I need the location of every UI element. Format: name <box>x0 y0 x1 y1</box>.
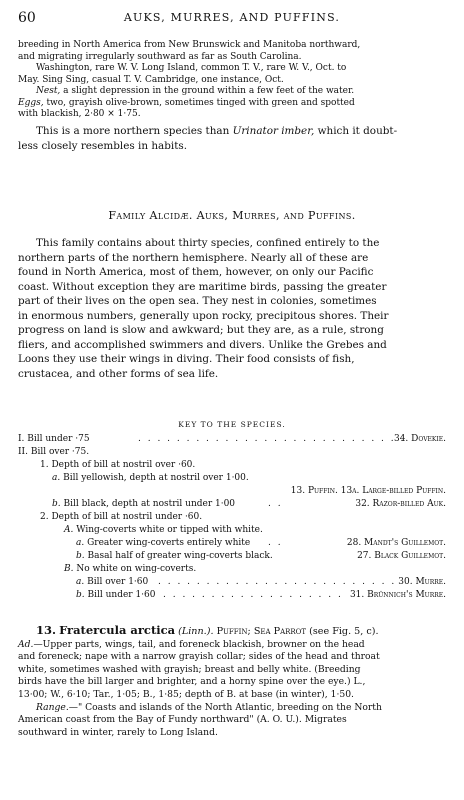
key-letter: a. <box>76 538 85 548</box>
key-row <box>76 550 273 562</box>
key-result: 30. Murre. <box>398 577 446 587</box>
running-title: AUKS, MURRES, AND PUFFINS. <box>123 11 341 24</box>
key-row <box>64 563 196 575</box>
text-line: with blackish, 2·80 × 1·75. <box>18 109 141 119</box>
key-text: No white on wing-coverts. <box>73 564 197 574</box>
species-key <box>18 433 446 613</box>
species-number: 13. <box>36 623 57 637</box>
running-header <box>18 10 446 26</box>
key-result: 27. Black Guillemot. <box>357 551 446 561</box>
adult-label: Ad. <box>18 638 34 650</box>
note-pre: This is a more northern species than <box>36 125 233 137</box>
leader-dots: . . <box>268 538 283 548</box>
distribution-block <box>18 40 446 121</box>
key-letter: a. <box>76 577 85 587</box>
species-author: (Linn.). <box>175 626 214 637</box>
key-letter: b. <box>76 551 85 561</box>
key-result-large-billed-puffin: 13a. Large-billed Puffin. <box>337 486 446 496</box>
family-description <box>18 236 446 381</box>
description-line: birds have the bill larger and brighter, and a horny spine over the eye.) L., <box>18 676 366 688</box>
key-letter: b. <box>52 499 61 509</box>
leader-dots: . . . . . . . . . . . . . . . . . . . <box>163 590 343 600</box>
eggs-text: two, grayish olive-brown, sometimes tinged with green and spotted <box>43 97 355 108</box>
species-note <box>18 124 446 153</box>
key-row <box>18 433 90 445</box>
key-letter: b. <box>76 590 85 600</box>
key-result: 34. Dovekie. <box>393 434 446 444</box>
nest-line <box>18 86 446 98</box>
text-line: found in North America, most of them, however, on only our Pacific <box>18 266 374 278</box>
note-species: Urinator imber, <box>232 125 315 137</box>
text-line: crustacea, and other forms of sea life. <box>18 367 219 380</box>
range-line: American coast from the Bay of Fundy northward" (A. O. U.). Migrates <box>18 714 347 726</box>
eggs-line <box>18 98 446 110</box>
leader-dots: . . . . . . . . . . . . . . . . . . . . . . . . . <box>158 577 397 587</box>
key-row <box>40 511 202 523</box>
text-line: in enormous numbers, generally upon rocky, precipitous shores. Their <box>18 309 389 322</box>
description-text: —Upper parts, wings, tail, and foreneck blackish, browner on the head <box>33 638 365 650</box>
species-name: Fratercula arctica <box>59 623 176 637</box>
key-letter: B. <box>64 564 74 574</box>
range-line <box>18 702 446 715</box>
species-heading <box>18 624 446 639</box>
leader-dots: . . <box>268 499 283 509</box>
key-row <box>52 498 235 510</box>
note-line: less closely resembles in habits. <box>18 139 188 152</box>
key-result: 31. Brünnich's Murre. <box>349 590 446 600</box>
text-line: May. Sing Sing, casual T. V. Cambridge, one instance, Oct. <box>18 74 284 85</box>
key-row <box>40 459 195 471</box>
key-letter: A. <box>64 525 74 535</box>
key-text: Bill under 1·60 <box>84 590 156 600</box>
key-row <box>52 472 249 484</box>
key-text: Bill yellowish, depth at nostril over 1·00. <box>60 473 249 483</box>
range-text: —" Coasts and islands of the North Atlantic, breeding on the North <box>68 701 382 713</box>
page-number: 60 <box>18 10 36 26</box>
key-title: KEY TO THE SPECIES. <box>178 420 286 429</box>
text-line: coast. Without exception they are maritime birds, passing the greater <box>18 280 387 293</box>
text-line: northern parts of the northern hemisphere. Nearly all of these are <box>18 251 369 264</box>
description-line: and foreneck; nape with a narrow grayish collar; sides of the head and throat <box>18 651 380 663</box>
key-letter: a. <box>52 473 61 483</box>
text-line: breeding in North America from New Brunswick and Manitoba northward, <box>18 40 361 50</box>
key-text: Bill black, depth at nostril under 1·00 <box>60 499 236 509</box>
range-label: Range. <box>36 701 69 713</box>
common-name-alt: ; Sea Parrot <box>247 626 307 637</box>
text-line: This family contains about thirty species, confined entirely to the <box>36 237 380 249</box>
key-text: Wing-coverts white or tipped with white. <box>73 525 263 535</box>
text-line: Loons they use their wings in diving. Their food consists of fish, <box>18 353 355 365</box>
nest-label: Nest, <box>36 86 61 96</box>
key-row <box>76 576 148 588</box>
key-text: Bill over 1·60 <box>84 577 149 587</box>
key-row <box>76 537 250 549</box>
nest-text: a slight depression in the ground within a few feet of the water. <box>60 86 355 96</box>
key-text: II. Bill over ·75. <box>18 447 90 457</box>
key-text: Greater wing-coverts entirely white <box>84 538 251 548</box>
key-text: I. Bill under ·75 <box>18 434 90 444</box>
family-heading: Family Alcidæ. Auks, Murres, and Puffins. <box>108 209 356 222</box>
text-line: progress on land is slow and awkward; but they are, as a rule, strong <box>18 324 384 336</box>
description-line <box>18 639 446 652</box>
leader-dots: . . . . . . . . . . . . . . . . . . . . . . . . . . . . <box>138 434 406 444</box>
key-result-puffin: 13. Puffin. <box>290 486 338 496</box>
text-line: Washington, rare W. V. Long Island, common T. V., rare W. V., Oct. to <box>36 63 347 73</box>
note-line <box>18 124 446 139</box>
text-line: part of their lives on the open sea. They nest in colonies, sometimes <box>18 295 377 307</box>
description-line: 13·00; W., 6·10; Tar., 1·05; B., 1·85; depth of B. at base (in winter), 1·50. <box>18 688 354 700</box>
key-row <box>76 589 155 601</box>
key-result: 28. Mandt's Guillemot. <box>346 538 446 548</box>
key-text: 2. Depth of bill at nostril under ·60. <box>40 512 203 522</box>
key-row <box>18 446 89 458</box>
text-line: and migrating irregularly southward as far as South Carolina. <box>18 51 302 62</box>
species-account <box>18 624 446 739</box>
range-line: southward in winter, rarely to Long Island. <box>18 726 218 738</box>
eggs-label: Eggs, <box>18 97 44 108</box>
text-line: fliers, and accomplished swimmers and divers. Unlike the Grebes and <box>18 338 387 351</box>
key-text: Basal half of greater wing-coverts black. <box>84 551 273 561</box>
note-post: which it doubt- <box>314 125 398 137</box>
common-name: Puffin <box>216 626 248 637</box>
figure-ref: (see Fig. 5, c). <box>306 626 379 637</box>
key-result: 32. Razor-billed Auk. <box>355 499 446 509</box>
description-line: white, sometimes washed with grayish; breast and belly white. (Breeding <box>18 663 361 675</box>
key-row <box>64 524 263 536</box>
key-text: 1. Depth of bill at nostril over ·60. <box>40 460 196 470</box>
key-result <box>291 485 446 497</box>
